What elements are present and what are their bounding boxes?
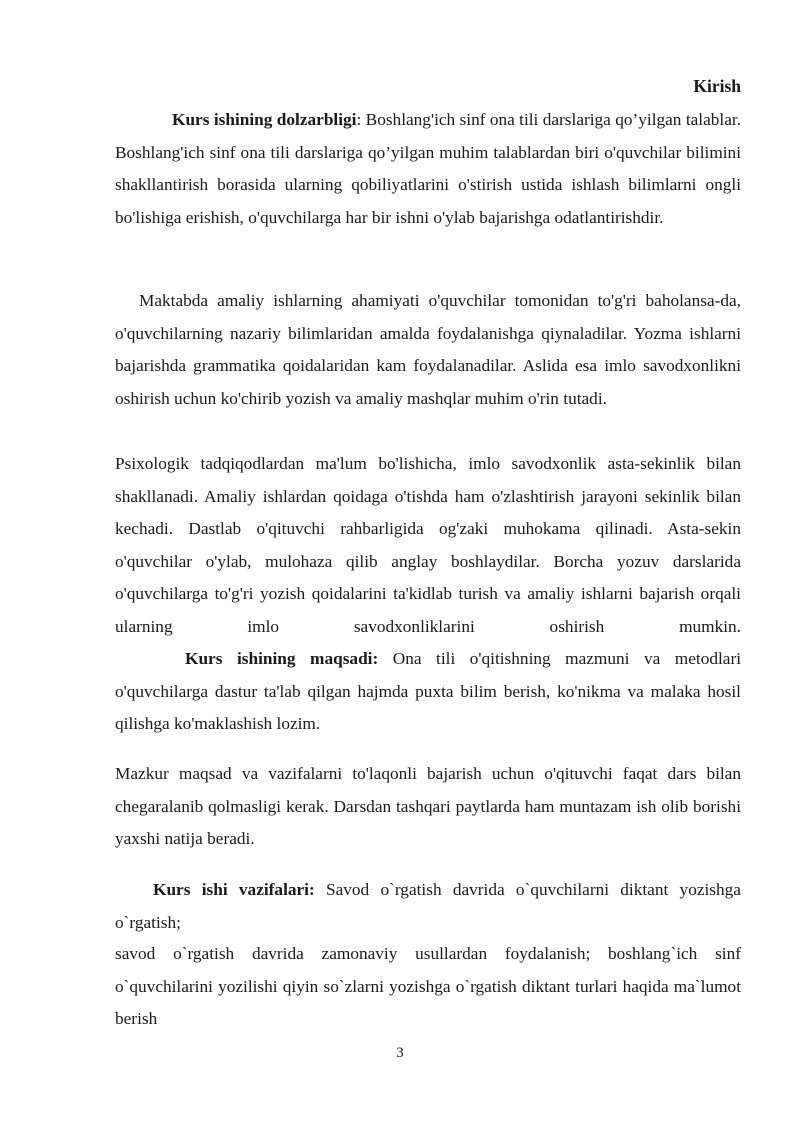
paragraph-extracurricular: Mazkur maqsad va vazifalarni to'laqonli bajarish uchun o'qituvchi faqat dars bilan chegaralanib qolmasligi kerak. Darsdan tashqari paytlarda ham muntazam ish olib borishi yaxshi natija beradi. — [115, 764, 741, 848]
page-number: 3 — [396, 1045, 404, 1061]
relevance-separator: : — [356, 110, 362, 129]
tasks-text: Savod o`rgatish davrida o`quvchilarni diktant yozishga o`rgatish; — [115, 880, 741, 932]
relevance-text: Boshlang'ich sinf ona tili darslariga qo’yilgan talablar. Boshlang'ich sinf ona tili darslariga qo’yilgan muhim talablardan biri o'quvchilar bilimini shakllantirish borasida ularning qobiliyatlarini o'stirish ustida ishlash bilimlarni ongli bo'lishiga erishish, o'quvchilarga har bir ishni o'ylab bajarishga odatlantirishdir. — [115, 110, 741, 227]
paragraph-practical-work: Maktabda amaliy ishlarning ahamiyati o'quvchilar tomonidan to'g'ri baholansa-da, o'quvchilarning nazariy bilimlaridan amalda foydalanishga qiynaladilar. Yozma ishlarni bajarishda grammatika qoidalaridan kam foydalanadilar. Aslida esa imlo savodxonlikni oshirish uchun ko'chirib yozish va amaliy mashqlar muhim o'rin tutadi. — [115, 291, 741, 408]
paragraph-tasks-continued: savod o`rgatish davrida zamonaviy usullardan foydalanish; boshlang`ich sinf o`quvchilarini yozilishi qiyin so`zlarni yozishga o`rgatish diktant turlari haqida ma`lumot berish — [115, 944, 741, 1028]
paragraph-goal — [115, 643, 741, 741]
tasks-label: Kurs ishi vazifalari: — [153, 880, 315, 899]
paragraph-relevance — [115, 104, 741, 234]
goal-label: Kurs ishining maqsadi: — [185, 649, 379, 668]
paragraph-psychology: Psixologik tadqiqodlardan ma'lum bo'lishicha, imlo savodxonlik asta-sekinlik bilan shakllanadi. Amaliy ishlardan qoidaga o'tishda ham o'zlashtirish jarayoni sekinlik bilan kechadi. Dastlab o'qituvchi rahbarligida og'zaki muhokama qilinadi. Asta-sekin o'quvchilar o'ylab, mulohaza qilib anglay boshlaydilar. Borcha yozuv darslarida o'quvchilarga to'g'ri yozish qoidalarini ta'kidlab turish va amaliy ishlarni bajarish orqali ularning imlo savodxonliklarini oshirish mumkin. — [115, 454, 741, 636]
section-heading: Kirish — [693, 76, 741, 96]
relevance-label: Kurs ishining dolzarbligi — [172, 110, 357, 129]
paragraph-tasks — [115, 874, 741, 939]
goal-text: Ona tili o'qitishning mazmuni va metodlari o'quvchilarga dastur ta'lab qilgan hajmda puxta bilim berish, ko'nikma va malaka hosil qilishga ko'maklashish lozim. — [115, 649, 741, 733]
